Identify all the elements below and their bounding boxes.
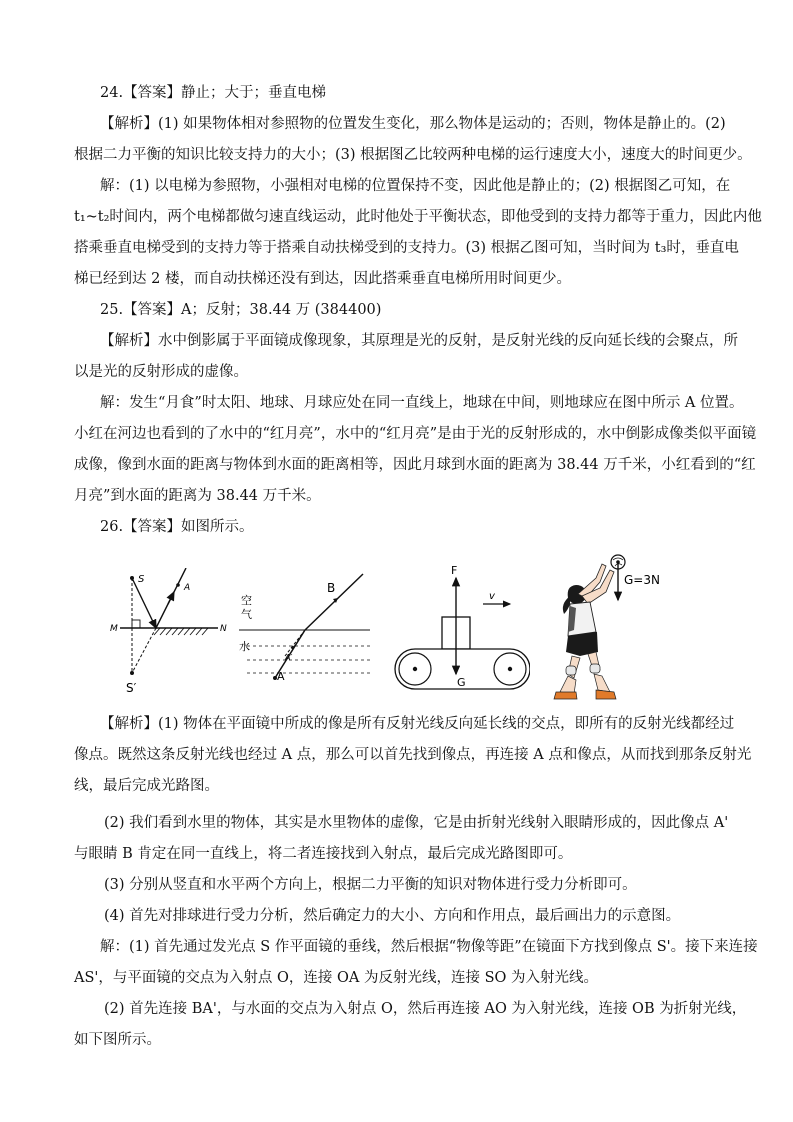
label-air-2: 气 bbox=[241, 608, 252, 621]
solution-24-line2: t₁~t₂时间内，两个电梯都做匀速直线运动，此时他处于平衡状态，即他受到的支持力都等于重力，因此内他 bbox=[74, 209, 762, 225]
analysis-26-line3: 线，最后完成光路图。 bbox=[74, 778, 219, 794]
analysis-26-line4: (2) 我们看到水里的物体，其实是水里物体的虚像，它是由折射光线射入眼睛形成的，因此像点 A' bbox=[104, 815, 729, 831]
solution-26-line2: AS'，与平面镜的交点为入射点 O，连接 OA 为反射光线，连接 SO 为入射光线。 bbox=[74, 970, 599, 986]
label-v: v bbox=[489, 591, 495, 602]
answer-24: 24.【答案】静止；大于；垂直电梯 bbox=[100, 85, 327, 101]
label-g: G bbox=[457, 676, 466, 689]
solution-26-line3: (2) 首先连接 BA'，与水面的交点为入射点 O，然后再连接 AO 为入射光线，连接 OB 为折射光线， bbox=[104, 1001, 747, 1017]
solution-25-line2: 小红在河边也看到的了水中的“红月亮”，水中的“红月亮”是由于光的反射形成的，水中倒影成像类似平面镜 bbox=[74, 426, 757, 442]
answer-25: 25.【答案】A；反射；38.44 万 (384400) bbox=[100, 302, 382, 318]
analysis-26-line1: 【解析】(1) 物体在平面镜中所成的像是所有反射光线反向延长线的交点，即所有的反射光线都经过 bbox=[100, 716, 735, 732]
analysis-25-line1: 【解析】水中倒影属于平面镜成像现象，其原理是光的反射，是反射光线的反向延长线的会聚点，所 bbox=[100, 333, 738, 349]
analysis-25-line2: 以是光的反射形成的虚像。 bbox=[74, 364, 248, 380]
solution-24-line1: 解：(1) 以电梯为参照物，小强相对电梯的位置保持不变，因此他是静止的；(2) 根据图乙可知，在 bbox=[100, 178, 731, 194]
mirror-diagram bbox=[108, 568, 233, 698]
solution-26-line4: 如下图所示。 bbox=[74, 1032, 161, 1048]
label-a-prime: A′ bbox=[285, 653, 293, 662]
analysis-24-line1: 【解析】(1) 如果物体相对参照物的位置发生变化，那么物体是运动的；否则，物体是静止的。(2) bbox=[100, 116, 726, 132]
label-b: B bbox=[327, 581, 336, 595]
label-s: S bbox=[138, 574, 145, 585]
analysis-26-line6: (3) 分别从竖直和水平两个方向上，根据二力平衡的知识对物体进行受力分析即可。 bbox=[104, 877, 637, 893]
analysis-24-line2: 根据二力平衡的知识比较支持力的大小；(3) 根据图乙比较两种电梯的运行速度大小，速度大的时间更少。 bbox=[74, 147, 752, 163]
solution-26-line1: 解：(1) 首先通过发光点 S 作平面镜的垂线，然后根据“物像等距”在镜面下方找到像点 S'。接下来连接 bbox=[100, 939, 758, 955]
conveyor-force-diagram bbox=[385, 562, 530, 697]
answer-26: 26.【答案】如图所示。 bbox=[100, 519, 254, 535]
solution-25-line1: 解：发生“月食”时太阳、地球、月球应处在同一直线上，地球在中间，则地球应在图中所示 A 位置。 bbox=[100, 395, 744, 411]
solution-25-line4: 月亮”到水面的距离为 38.44 万千米。 bbox=[74, 488, 321, 504]
label-a-point: A bbox=[277, 670, 285, 683]
label-m: M bbox=[110, 624, 118, 634]
solution-25-line3: 成像，像到水面的距离与物体到水面的距离相等，因此月球到水面的距离为 38.44 万千米，小红看到的“红 bbox=[74, 457, 756, 473]
label-water: 水 bbox=[239, 640, 250, 653]
water-refraction-diagram bbox=[235, 568, 375, 693]
label-gravity: G=3N bbox=[624, 573, 660, 587]
volleyball-player-diagram bbox=[540, 552, 680, 702]
analysis-26-line5: 与眼睛 B 肯定在同一直线上，将二者连接找到入射点，最后完成光路图即可。 bbox=[74, 846, 573, 862]
solution-24-line4: 梯已经到达 2 楼，而自动扶梯还没有到达，因此搭乘垂直电梯所用时间更少。 bbox=[74, 271, 571, 287]
solution-24-line3: 搭乘垂直电梯受到的支持力等于搭乘自动扶梯受到的支持力。(3) 根据乙图可知，当时间为 t₃时，垂直电 bbox=[74, 240, 739, 256]
label-f: F bbox=[451, 564, 458, 577]
label-air: 空 bbox=[241, 594, 252, 607]
analysis-26-line2: 像点。既然这条反射光线也经过 A 点，那么可以首先找到像点，再连接 A 点和像点，从而找到那条反射光 bbox=[74, 747, 752, 763]
label-s-prime: S′ bbox=[126, 681, 137, 695]
label-n: N bbox=[220, 624, 227, 634]
analysis-26-line7: (4) 首先对排球进行受力分析，然后确定力的大小、方向和作用点，最后画出力的示意图。 bbox=[104, 908, 681, 924]
label-a: A bbox=[184, 583, 191, 593]
